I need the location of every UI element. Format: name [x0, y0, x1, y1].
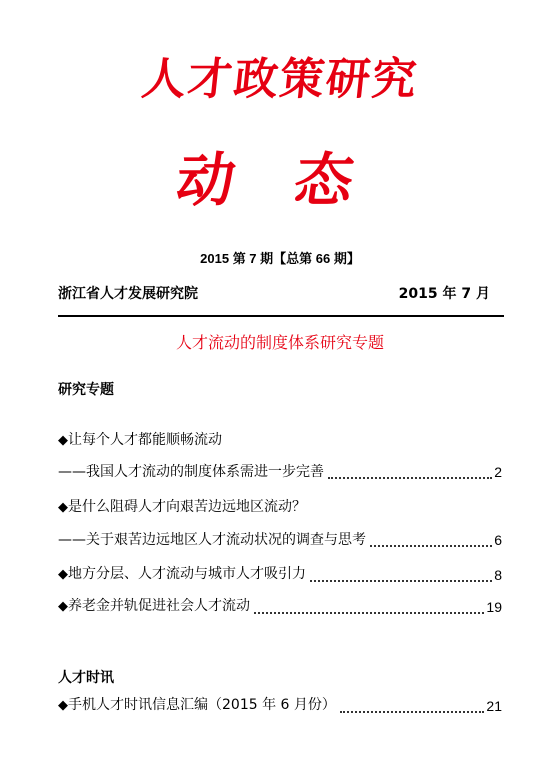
dot-leader [254, 612, 484, 614]
publisher-name: 浙江省人才发展研究院 [58, 286, 198, 302]
toc-entry[interactable] [58, 695, 502, 716]
toc-page-number: 19 [486, 599, 502, 615]
masthead-subtitle: 动态 [172, 146, 418, 214]
diamond-bullet-icon: ◆ [58, 599, 68, 614]
dot-leader [370, 545, 492, 547]
toc-entry[interactable] [58, 430, 502, 451]
diamond-bullet-icon: ◆ [58, 567, 68, 582]
masthead-title: 人才政策研究 [139, 54, 421, 105]
dot-leader [340, 711, 485, 713]
toc-page-number: 2 [494, 464, 502, 480]
header-divider [58, 315, 504, 317]
toc-entry[interactable] [58, 497, 502, 518]
toc-page-number: 8 [494, 567, 502, 583]
dot-leader [310, 580, 492, 582]
toc-entry-title: ——关于艰苦边远地区人才流动状况的调查与思考 [58, 532, 366, 548]
topic-title: 人才流动的制度体系研究专题 [175, 333, 384, 352]
diamond-bullet-icon: ◆ [58, 500, 68, 515]
diamond-bullet-icon: ◆ [58, 698, 68, 713]
issue-number: 2015 第 7 期【总第 66 期】 [200, 251, 360, 266]
toc-entry[interactable] [58, 530, 502, 550]
toc-entry-title: 是什么阻碍人才向艰苦边远地区流动？ [68, 499, 306, 515]
toc-page-number: 6 [494, 532, 502, 548]
toc-entry[interactable] [58, 596, 502, 617]
toc-entry-title: 让每个人才都能顺畅流动 [68, 432, 222, 448]
toc-page-number: 21 [486, 698, 502, 714]
toc-entry-title: ——我国人才流动的制度体系需进一步完善 [58, 464, 324, 480]
diamond-bullet-icon: ◆ [58, 433, 68, 448]
toc-entry[interactable] [58, 564, 502, 585]
dot-leader [328, 477, 492, 479]
section-heading-research: 研究专题 [58, 382, 114, 398]
toc-entry-title: 养老金并轨促进社会人才流动 [68, 598, 250, 614]
toc-entry[interactable] [58, 462, 502, 482]
toc-entry-title: 手机人才时讯信息汇编（2015 年 6 月份） [68, 697, 336, 713]
publisher-row [58, 284, 498, 304]
section-heading-news: 人才时讯 [58, 670, 114, 686]
publication-date: 2015 年 7 月 [398, 286, 490, 302]
toc-entry-title: 地方分层、人才流动与城市人才吸引力 [68, 566, 306, 582]
